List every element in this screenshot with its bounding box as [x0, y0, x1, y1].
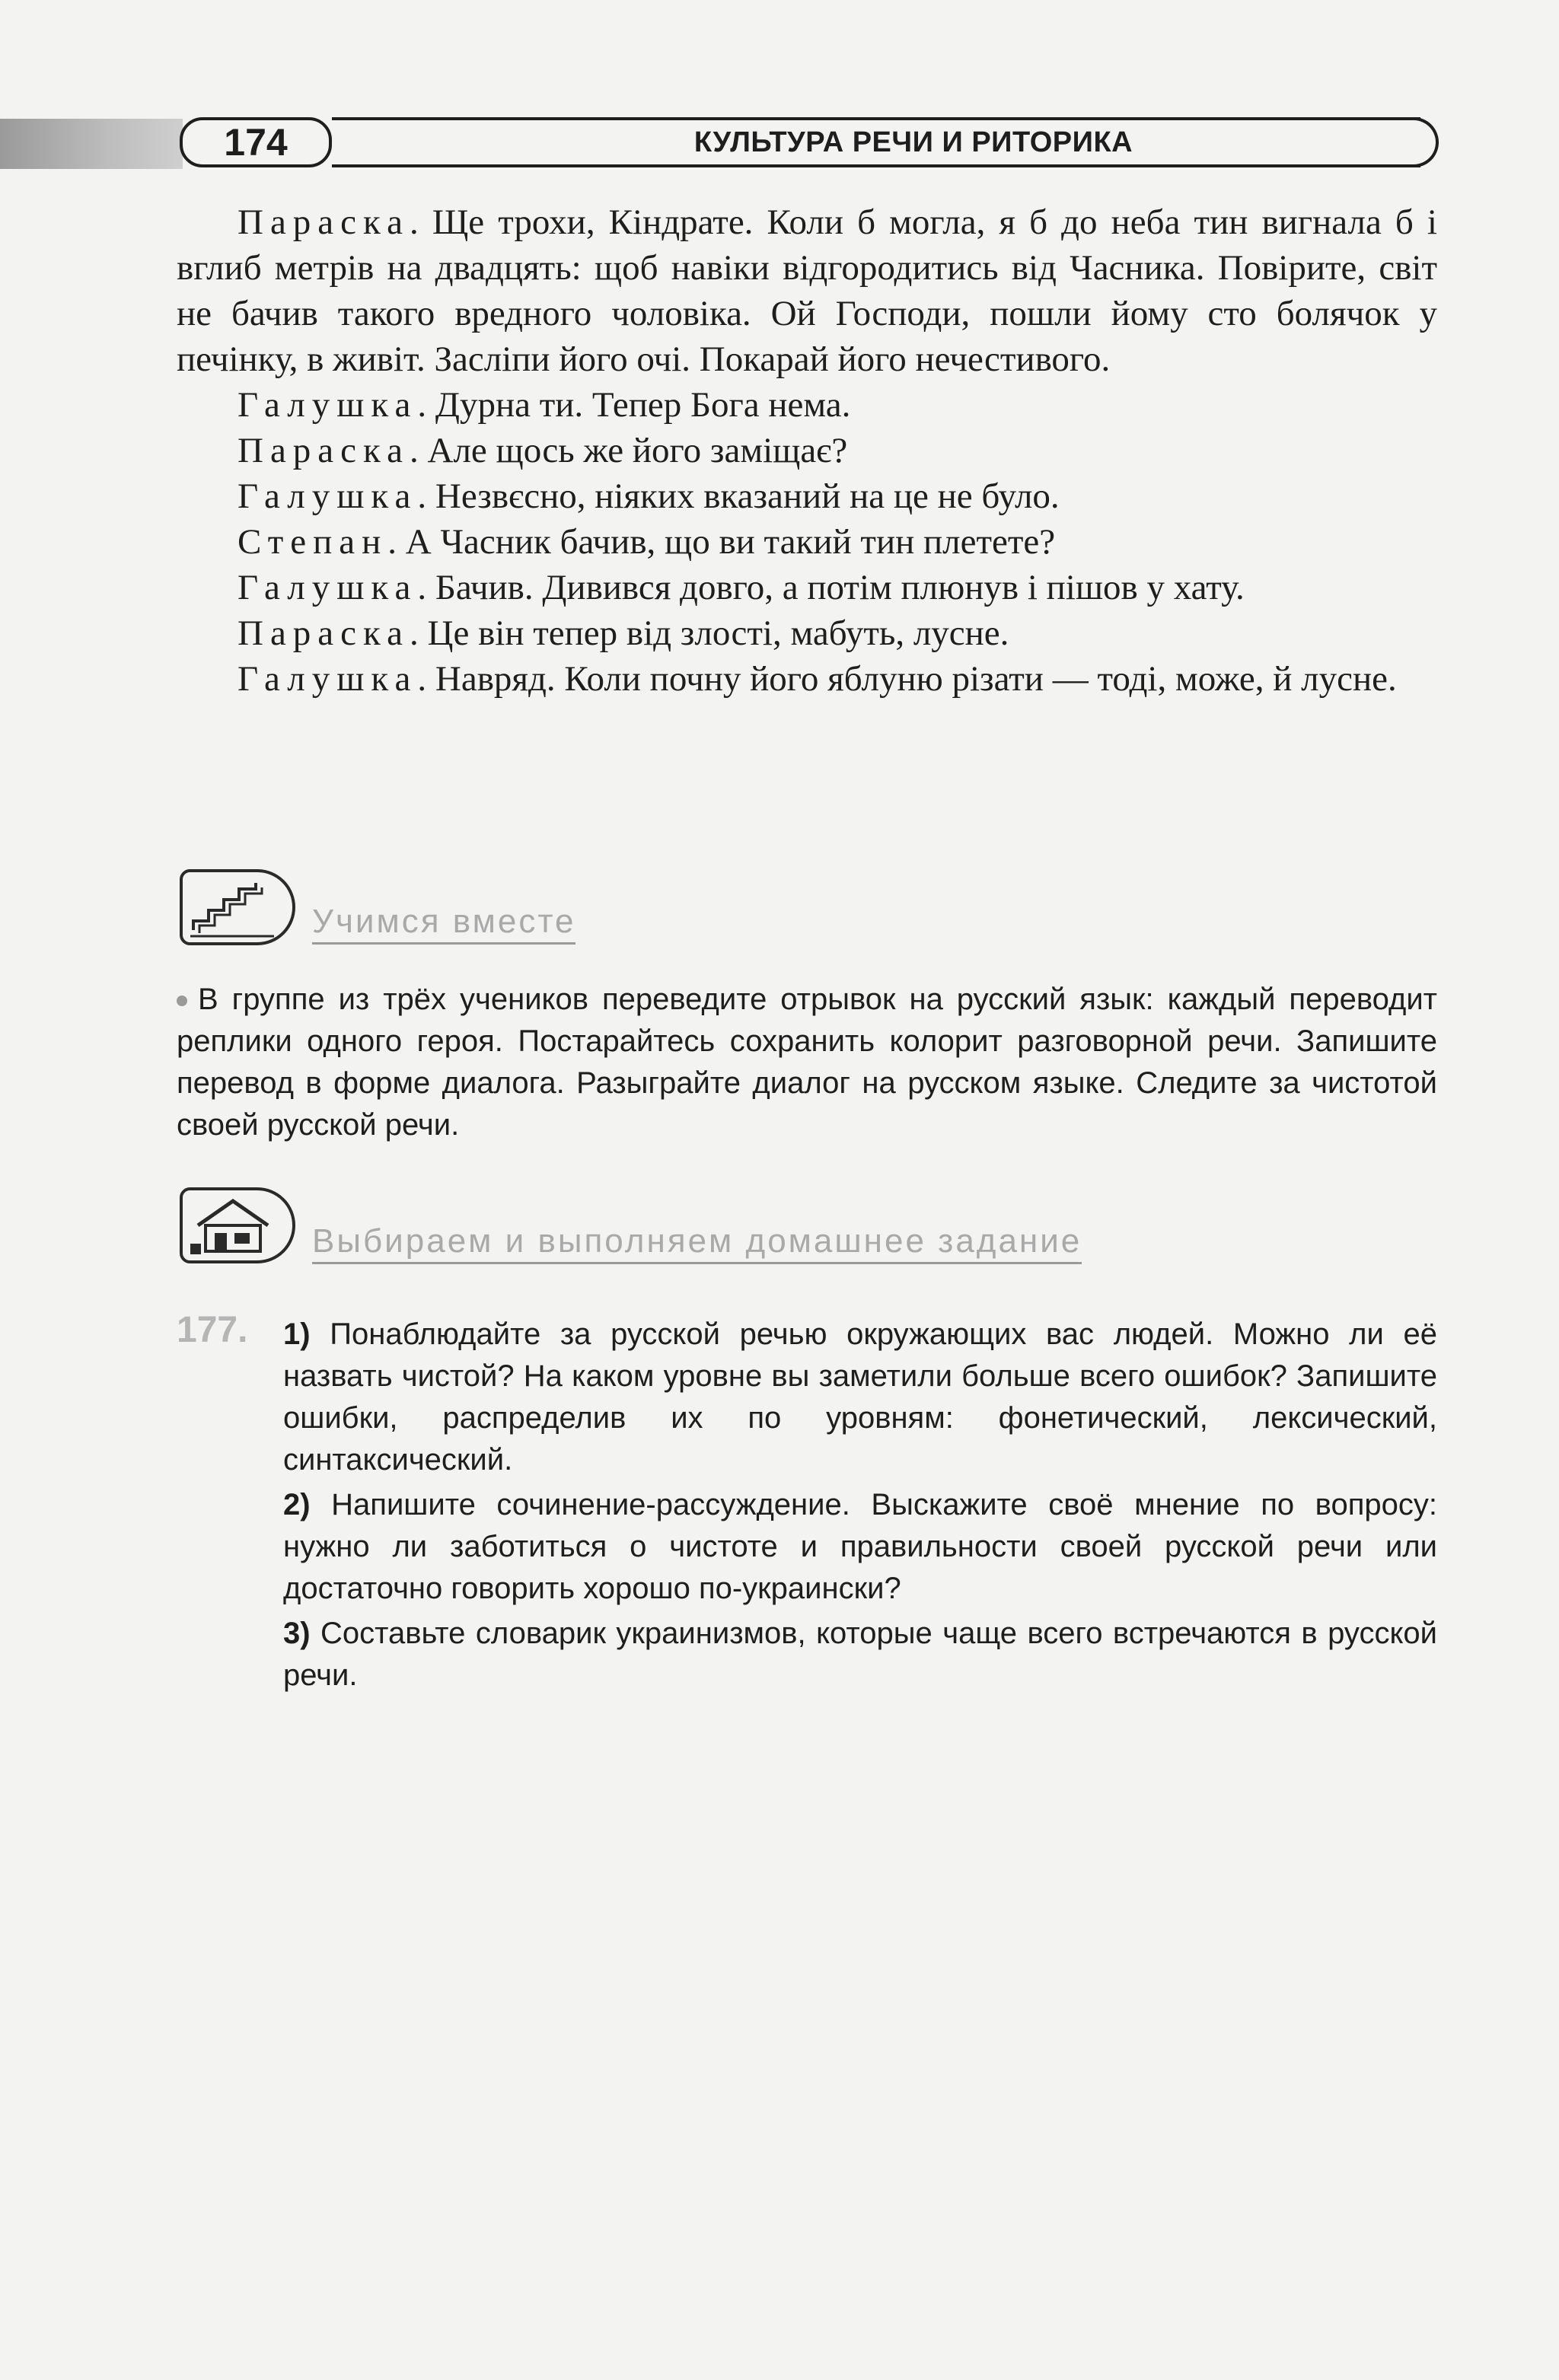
line-text: . Дурна ти. Тепер Бога нема. — [417, 385, 851, 425]
together-task — [177, 979, 1437, 1146]
section-title-homework: Выбираем и выполняем домашнее задание — [312, 1222, 1082, 1264]
dialogue-line — [177, 565, 1437, 610]
speaker-name: Галушка — [238, 659, 418, 699]
drama-excerpt — [177, 199, 1437, 702]
item-number: 1) — [283, 1317, 311, 1351]
page-header — [0, 113, 1559, 174]
speaker-name: Галушка — [238, 476, 418, 516]
speaker-name: Галушка — [238, 385, 418, 425]
running-title: КУЛЬТУРА РЕЧИ И РИТОРИКА — [693, 126, 1133, 158]
item-text: Составьте словарик украинизмов, которые чаще всего встречаются в русской речи. — [283, 1617, 1437, 1692]
item-text: Понаблюдайте за русской речью окружающих вас людей. Можно ли её назвать чистой? На каком уровне вы заметили больше всего ошибок? Запишите ошибки, распределив их по уровням: фонетический, лексический, синтаксический. — [283, 1317, 1437, 1477]
homework-item — [283, 1314, 1437, 1481]
line-text: . Це він тепер від злості, мабуть, лусне. — [410, 613, 1009, 653]
line-text: . Незвєсно, ніяких вказаний на це не було. — [417, 476, 1060, 516]
together-task-text: В группе из трёх учеников переведите отрывок на русский язык: каждый переводит реплики одного героя. Постарайтесь сохранить колорит разговорной речи. Запишите перевод в форме диалога. Разыграйте диалог на русском языке. Следите за чистотой своей русской речи. — [177, 983, 1437, 1142]
dialogue-line — [177, 519, 1437, 565]
page-number: 174 — [180, 117, 332, 167]
bullet-icon — [177, 996, 187, 1006]
dialogue-line — [177, 473, 1437, 519]
homework-item — [283, 1613, 1437, 1697]
line-text: . Ще трохи, Кіндрате. Коли б могла, я б до неба тин вигнала б і вглиб метрів на двадцять: щоб навіки відгородитись від Часника. Повірите, світ не бачив такого вредного чоловіка. Ой Господи, пошли йому сто болячок у печінку, в живіт. Засліпи його очі. Покарай його нечестивого. — [177, 202, 1437, 379]
dialogue-line — [177, 428, 1437, 473]
line-text: . Але щось же його заміщає? — [410, 431, 848, 470]
dialogue-line — [177, 199, 1437, 382]
line-text: . Бачив. Дивився довго, а потім плюнув і пішов у хату. — [417, 568, 1245, 607]
item-text: Напишите сочинение-рассуждение. Выскажите своё мнение по вопросу: нужно ли заботиться о чистоте и правильности своей русской речи или достаточно говорить хорошо по-украински? — [283, 1488, 1437, 1605]
item-number: 2) — [283, 1488, 311, 1521]
dialogue-line — [177, 656, 1437, 702]
header-gray-band — [0, 119, 183, 169]
speaker-name: Параска — [238, 202, 410, 242]
line-text: . Навряд. Коли почну його яблуню різати — тоді, може, й лусне. — [417, 659, 1397, 699]
speaker-name: Степан — [238, 522, 388, 562]
homework-item — [283, 1484, 1437, 1610]
line-text: . А Часник бачив, що ви такий тин плетете? — [387, 522, 1056, 562]
dialogue-line — [177, 610, 1437, 656]
item-number: 3) — [283, 1617, 311, 1650]
speaker-name: Параска — [238, 431, 410, 470]
house-icon — [180, 1187, 295, 1263]
speaker-name: Галушка — [238, 568, 418, 607]
homework-list — [283, 1314, 1437, 1700]
dialogue-line — [177, 382, 1437, 428]
speaker-name: Параска — [238, 613, 410, 653]
exercise-number: 177. — [177, 1310, 248, 1350]
stairs-icon — [180, 869, 295, 945]
section-title-together: Учимся вместе — [312, 903, 575, 945]
header-rounded-end — [1401, 117, 1439, 167]
